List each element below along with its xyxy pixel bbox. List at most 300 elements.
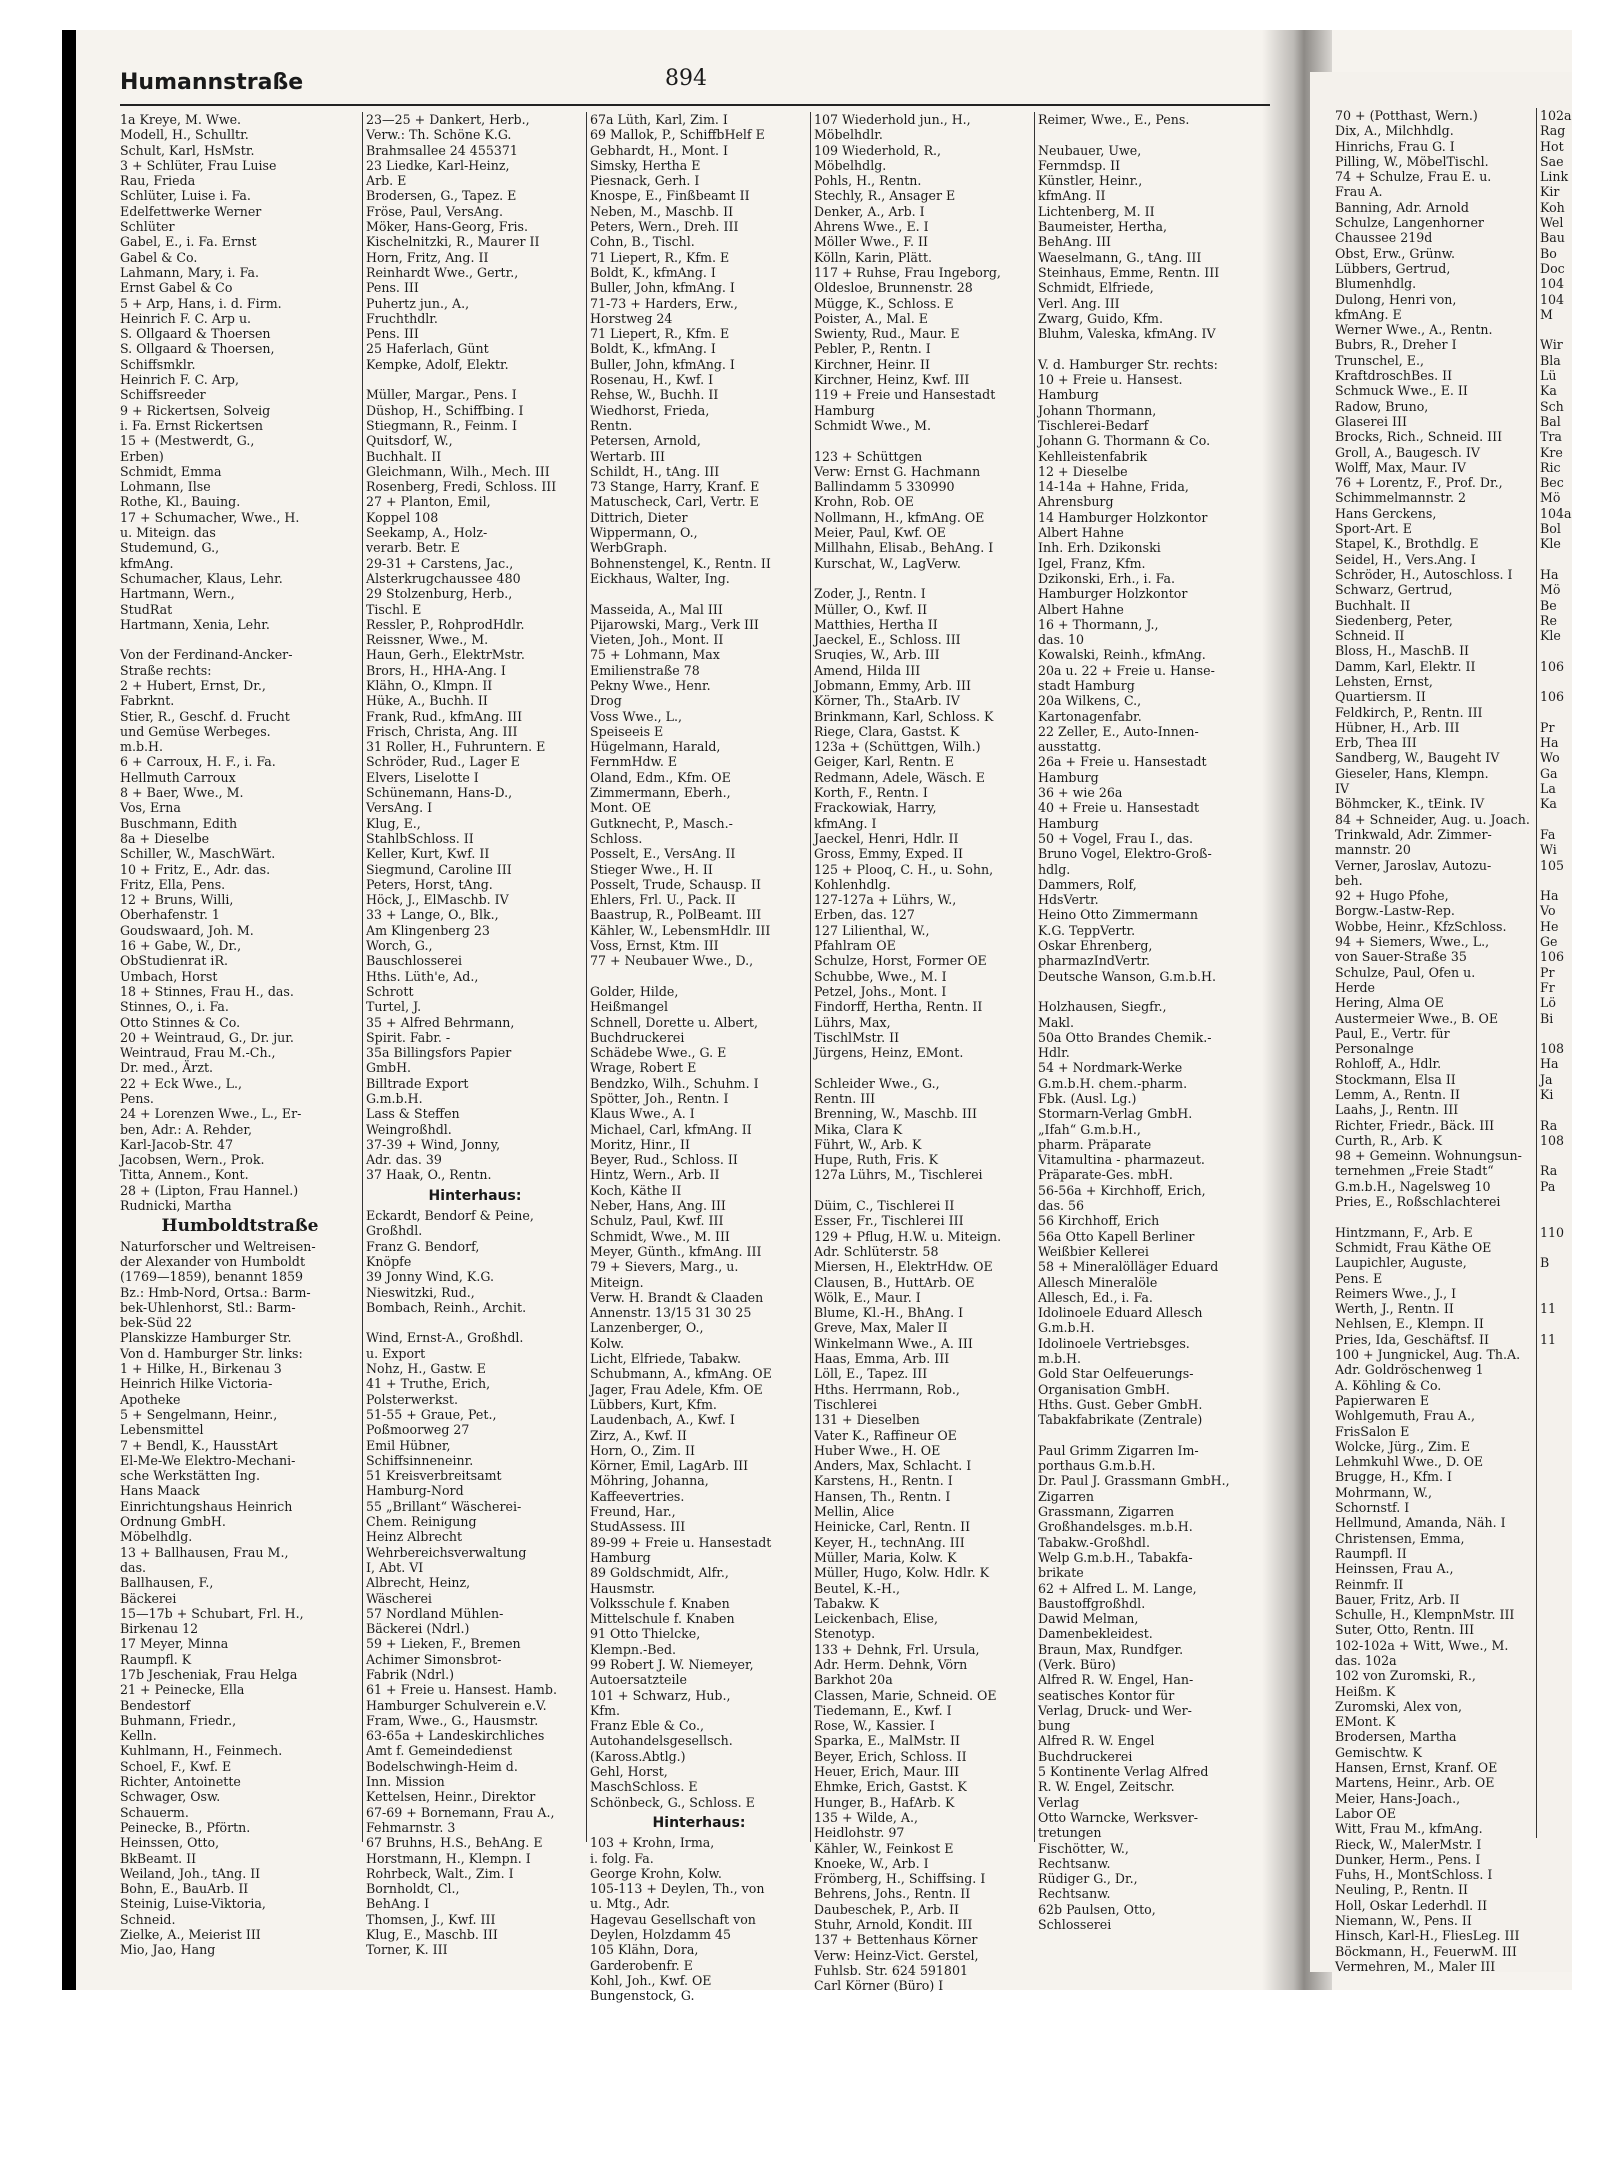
entry-line: Vater K., Raffineur OE [814,1427,957,1443]
entry-line [1038,127,1260,142]
entry-line: Umbach, Horst [120,968,218,984]
entry-line: Simsky, Hertha E [590,157,701,173]
entry-line: Hintz, Wern., Arb. II [590,1167,720,1183]
entry-line: Ric [1540,459,1561,475]
entry-line: Boldt, K., kfmAng. I [590,264,716,280]
facing-column-1-lines [1335,108,1535,1974]
entry-line: das. 102a [1335,1652,1397,1668]
entry-line: 62b Paulsen, Otto, [1038,1901,1156,1917]
entry-line: Rose, W., Kassier. I [814,1718,935,1734]
entry-line: Heinrich F. C. Arp, [120,372,239,388]
entry-line [366,372,584,387]
entry-line: 8 + Baer, Wwe., M. [120,785,244,801]
entry-line: WerbGraph. [590,540,668,556]
entry-line: Hintzmann, F., Arb. E [1335,1224,1473,1240]
entry-line: Knoeke, W., Arb. I [814,1855,929,1871]
entry-line: Stieger Wwe., H. II [590,861,713,877]
entry-line: Kohl, Joh., Kwf. OE [590,1972,712,1988]
entry-line: K.G. TeppVertr. [1038,922,1136,938]
entry-line: Seekamp, A., Holz- [366,525,488,541]
entry-line: Wölk, E., Maur. I [814,1289,921,1305]
entry-line: Moritz, Hinr., II [590,1136,690,1152]
entry-line: Neubauer, Uwe, [1038,142,1142,158]
entry-line: Pens. E [1335,1270,1383,1286]
entry-line: Zirz, A., Kwf. II [590,1427,687,1443]
entry-line: Bäckerei (Ndrl.) [366,1621,470,1637]
entry-line: StudRat [120,601,173,617]
entry-line: Makl. [1038,1014,1075,1030]
entry-line: Bungenstock, G. [590,1988,695,2004]
entry-line: Jaeckel, E., Schloss. III [814,632,961,648]
entry-line: Daubeschek, P., Arb. II [814,1901,960,1917]
entry-line: Kuhlmann, H., Feinmech. [120,1743,283,1759]
entry-line: Straße rechts: [120,662,212,678]
entry-line: 89-99 + Freie u. Hansestadt [590,1534,772,1550]
entry-line: Erb, Thea III [1335,735,1417,751]
entry-line: 51 Kreisverbreitsamt [366,1468,502,1484]
entry-line: Klug, E., [366,815,421,831]
entry-line: Gieseler, Hans, Klempn. [1335,765,1489,781]
entry-line: 63-65a + Landeskirchliches [366,1728,545,1744]
entry-line: Speiseeis E [590,723,664,739]
entry-line: Schimmelmannstr. 2 [1335,490,1467,506]
entry-line: Schiffsinneneinr. [366,1452,474,1468]
entry-line: Achimer Simonsbrot- [366,1651,502,1667]
entry-line: Heinz Albrecht [366,1529,463,1545]
entry-line: Modell, H., Schulltr. [120,127,249,143]
entry-line: Wo [1540,750,1560,766]
entry-line: 16 + Gabe, W., Dr., [120,938,242,954]
entry-line: Alsterkrugchaussee 480 [366,570,521,586]
entry-line: 133 + Dehnk, Frl. Ursula, [814,1641,980,1657]
entry-line: Hamburger Schulverein e.V. [366,1697,547,1713]
entry-line: BehAng. I [366,1896,430,1912]
entry-line: Großhandelsges. m.b.H. [1038,1519,1193,1535]
entry-line: Hamburg [1038,815,1099,831]
entry-line: Fröse, Paul, VersAng. [366,203,503,219]
entry-line: Elvers, Liselotte I [366,769,479,785]
entry-line: Fruchthdlr. [366,310,438,326]
entry-line: Sch [1540,398,1564,414]
entry-line: Dawid Melman, [1038,1611,1139,1627]
entry-line: Amt f. Gemeindedienst [366,1743,513,1759]
entry-line: Reinmfr. II [1335,1576,1404,1592]
entry-line: 131 + Dieselben [814,1412,920,1428]
entry-line: Wertarb. III [590,448,665,464]
entry-line: 102 von Zuromski, R., [1335,1668,1476,1684]
entry-line: Igel, Franz, Kfm. [1038,555,1146,571]
entry-line: Schiffsmklr. [120,356,196,372]
entry-line: Torner, K. III [366,1942,448,1958]
entry-line: 22 + Eck Wwe., L., [120,1075,243,1091]
entry-line: Petzel, Johs., Mont. I [814,983,947,999]
entry-line: Rohrbeck, Walt., Zim. I [366,1865,514,1881]
entry-line: Deylen, Holzdamm 45 [590,1927,731,1943]
entry-line: kfmAng. I [814,815,877,831]
entry-line: Chem. Reinigung [366,1514,477,1530]
entry-line: Adr. das. 39 [366,1152,442,1168]
entry-line: 91 Otto Thielcke, [590,1626,701,1642]
entry-line: Erben, das. 127 [814,907,915,923]
entry-line: Emil Hübner, [366,1437,451,1453]
entry-line: Künstler, Heinr., [1038,173,1143,189]
entry-line: Schlüter [120,219,175,235]
entry-line: Fbk. (Ausl. Lg.) [1038,1091,1137,1106]
entry-line: Bau [1540,230,1565,246]
entry-line: Birkenau 12 [120,1621,199,1637]
entry-line: bung [1038,1718,1071,1734]
entry-line: El-Me-We Elektro-Mechani- [120,1452,296,1468]
entry-line: Heinssen, Otto, [120,1835,220,1851]
entry-line: Kartonagenfabr. [1038,708,1142,724]
entry-line: Oland, Edm., Kfm. OE [590,769,731,785]
entry-line: Jaeckel, Henri, Hdlr. II [814,830,959,846]
entry-line: Stinnes, O., i. Fa. [120,999,229,1015]
entry-line: Schmidt Wwe., M. [814,417,931,433]
entry-line: Wohlgemuth, Frau A., [1335,1408,1476,1424]
entry-line: Meyer, Günth., kfmAng. III [590,1243,762,1259]
entry-line: 58 + Mineralölläger Eduard [1038,1259,1219,1275]
entry-line: 101 + Schwarz, Hub., [590,1687,731,1703]
entry-line [590,586,808,601]
entry-line: 105 [1540,857,1565,873]
entry-line: 106 [1540,949,1565,965]
entry-line: 23 Liedke, Karl-Heinz, [366,157,510,173]
entry-line: Hering, Alma OE [1335,995,1444,1011]
entry-line: hdlg. [1038,861,1071,877]
entry-line [1038,984,1260,999]
entry-line: und Gemüse Werbeges. [120,723,271,739]
entry-line: Tabakfabrikate (Zentrale) [1038,1412,1203,1428]
entry-line [1540,322,1572,337]
entry-line: Miersen, H., ElektrHdw. OE [814,1259,993,1275]
entry-line: Schulle, H., KlempnMstr. III [1335,1607,1515,1623]
entry-line: Anders, Max, Schlacht. I [814,1458,972,1474]
entry-line: 1a Kreye, M. Wwe. [120,112,242,127]
entry-line: Matthies, Hertha II [814,616,938,632]
entry-line: 9 + Rickertsen, Solveig [120,402,271,418]
entry-line: Billtrade Export [366,1075,469,1091]
entry-line: Heinrich Hilke Victoria- [120,1376,273,1392]
facing-column-2-lines [1540,108,1572,1347]
entry-line: Peters, Wern., Dreh. III [590,219,739,235]
entry-line: Vitamultina - pharmazeut. [1038,1152,1205,1168]
entry-line: 92 + Hugo Pfohe, [1335,888,1449,904]
entry-line: Classen, Marie, Schneid. OE [814,1687,997,1703]
entry-line: 105-113 + Deylen, Th., von [590,1881,765,1897]
entry-line: Fabrik (Ndrl.) [366,1666,455,1682]
entry-line: Ordnung GmbH. [120,1514,226,1530]
entry-line: 73 Stange, Harry, Kranf. E [590,479,760,495]
entry-line: Mügge, K., Schloss. E [814,295,954,311]
entry-line: Beutel, K.-H., [814,1580,901,1596]
column-rule [586,112,587,1842]
entry-line: 77 + Neubauer Wwe., D., [590,953,754,969]
entry-line [1038,341,1260,356]
entry-line: 106 [1540,658,1565,674]
entry-line: Rehse, W., Buchh. II [590,387,719,403]
directory-column-1 [120,112,360,1987]
entry-line: Esser, Fr., Tischlerei III [814,1213,964,1229]
entry-line: Turtel, J. [366,999,422,1015]
entry-line: kfmAng. II [1038,188,1106,204]
header-rule [120,104,1270,106]
entry-line: Bäckerei [120,1590,177,1606]
entry-line: Johann Thormann, [1038,402,1157,418]
entry-line: 36 + wie 26a [1038,785,1123,801]
entry-line: 104a [1540,505,1572,521]
entry-line: Fram, Wwe., G., Hausmstr. [366,1712,539,1728]
column-rule [362,112,363,1842]
entry-line: Poister, A., Mal. E [814,310,928,326]
entry-line: Fabrknt. [120,693,175,709]
entry-line: EMont. K [1335,1714,1396,1730]
entry-line: Hamburg [590,1549,651,1565]
entry-line: Schildt, H., tAng. III [590,463,720,479]
entry-line: 100 + Jungnickel, Aug. Th.A. [1335,1347,1521,1363]
entry-line: Frank, Rud., kfmAng. III [366,708,523,724]
entry-line: Werner Wwe., A., Rentn. [1335,322,1493,338]
entry-line: brikate [1038,1565,1084,1581]
entry-line: 20a u. 22 + Freie u. Hanse- [1038,662,1215,678]
entry-line: 56-56a + Kirchhoff, Erich, [1038,1182,1206,1198]
page-number: 894 [665,66,707,91]
entry-line: Neben, M., Maschb. II [590,203,734,219]
entry-line: Steinhaus, Emme, Rentn. III [1038,264,1220,280]
entry-line: Bz.: Hmb-Nord, Ortsa.: Barm- [120,1284,311,1300]
entry-line: Bendzko, Wilh., Schuhm. I [590,1075,759,1091]
entry-line: 15—17b + Schubart, Frl. H., [120,1605,304,1621]
entry-line: 125 + Plooq, C. H., u. Sohn, [814,861,994,877]
entry-line: Hansen, Ernst, Kranf. OE [1335,1760,1498,1776]
entry-line: Ka [1540,383,1557,399]
column-2-lines-2 [366,1208,584,1958]
entry-line: Hths. Herrmann, Rob., [814,1381,960,1397]
entry-line: Amend, Hilda III [814,662,921,678]
entry-line: Kaffeevertries. [590,1488,685,1504]
entry-line: Buchdruckerei [590,1029,685,1045]
entry-line: Ha [1540,888,1559,904]
entry-line: Meier, Hans-Joach., [1335,1790,1461,1806]
entry-line: Naturforscher und Weltreisen- [120,1238,316,1254]
entry-line: pharmazIndVertr. [1038,953,1151,969]
entry-line: Richter, Friedr., Bäck. III [1335,1117,1495,1133]
entry-line: 110 [1540,1224,1565,1240]
entry-line [1540,1194,1572,1209]
entry-line: Albrecht, Heinz, [366,1575,471,1591]
entry-line: Rosenau, H., Kwf. I [590,372,714,388]
entry-line: Frisch, Christa, Ang. III [366,723,518,739]
entry-line: 40 + Freie u. Hansestadt [1038,800,1200,816]
entry-line: 31 Roller, H., Fuhruntern. E [366,739,546,755]
entry-line: Böhmcker, K., tEink. IV [1335,796,1485,812]
entry-line: Link [1540,169,1569,185]
entry-line: Dulong, Henri von, [1335,291,1457,307]
entry-line: Ehmke, Erich, Gastst. K [814,1779,967,1795]
entry-line: Hinrichs, Frau G. I [1335,138,1455,154]
entry-line: „Ifah“ G.m.b.H., [1038,1121,1141,1137]
entry-line: Schubmann, A., kfmAng. OE [590,1366,772,1382]
entry-line: der Alexander von Humboldt [120,1253,306,1269]
entry-line: 12 + Bruns, Willi, [120,892,234,908]
entry-line: Raumpfl. K [120,1651,192,1667]
entry-line: Verner, Jaroslav, Autozu- [1335,857,1492,873]
entry-line: Kelln. [120,1728,157,1744]
entry-line: Kurschat, W., LagVerw. [814,555,961,571]
entry-line: Rosenberg, Fredi, Schloss. III [366,479,557,495]
entry-line: Frau A. [1335,184,1383,200]
entry-line: Puhertz jun., A., [366,295,470,311]
entry-line: 70 + (Potthast, Wern.) [1335,108,1478,123]
entry-line: porthaus G.m.b.H. [1038,1458,1156,1474]
entry-line: Möller Wwe., F. II [814,234,928,250]
entry-line: Weiland, Joh., tAng. II [120,1865,261,1881]
entry-line: Neber, Hans, Ang. III [590,1198,726,1214]
entry-line: 74 + Schulze, Frau E. u. [1335,169,1492,185]
entry-line: Horstweg 24 [590,310,673,326]
entry-line: Be [1540,597,1557,613]
entry-line: Schmidt, Frau Käthe OE [1335,1239,1492,1255]
entry-line: das. 10 [1038,632,1085,648]
entry-line: 135 + Wilde, A., [814,1809,918,1825]
entry-line: Lübbers, Kurt, Kfm. [590,1396,717,1412]
entry-line: Lichtenberg, M. II [1038,203,1155,219]
entry-line: Hamburger Holzkontor [1038,586,1188,602]
entry-line: S. Ollgaard & Thoersen [120,326,271,342]
entry-line: Verlag, Druck- und Wer- [1038,1702,1192,1718]
entry-line [1038,1428,1260,1443]
entry-line: Heino Otto Zimmermann [1038,907,1198,923]
entry-line: Voss Wwe., L., [590,708,683,724]
entry-line: Mio, Jao, Hang [120,1942,216,1958]
entry-line: Geiger, Karl, Rentn. E [814,754,955,770]
entry-line: Hagevau Gesellschaft von [590,1911,756,1927]
entry-line: 127a Lührs, M., Tischlerei [814,1167,983,1183]
entry-line: Bodelschwingh-Heim d. [366,1758,518,1774]
entry-line: Hausmstr. [590,1580,656,1596]
entry-line: Brinkmann, Karl, Schloss. K [814,708,994,724]
entry-line: Schnell, Dorette u. Albert, [590,1014,758,1030]
entry-line: Bla [1540,352,1561,368]
entry-line: Blume, Kl.-H., BhAng. I [814,1305,964,1321]
entry-line: 6 + Carroux, H. F., i. Fa. [120,754,276,770]
entry-line: Siedenberg, Peter, [1335,612,1453,628]
entry-line: Redmann, Adele, Wäsch. E [814,769,985,785]
entry-line: Spirit. Fabr. - [366,1029,451,1045]
entry-line: Denker, A., Arb. I [814,203,925,219]
entry-line: Vermehren, M., Maler III [1335,1958,1496,1974]
entry-line: 67-69 + Bornemann, Frau A., [366,1804,555,1820]
entry-line: Stuhr, Arnold, Kondit. III [814,1917,973,1933]
entry-line: Zoder, J., Rentn. I [814,586,926,602]
entry-line: Kehlleistenfabrik [1038,448,1148,464]
entry-line: Knospe, E., Finßbeamt II [590,188,750,204]
entry-line: Hans Maack [120,1483,200,1499]
entry-line: 33 + Lange, O., Blk., [366,907,499,923]
directory-column-2 [366,112,584,1987]
entry-line: Müller, Hugo, Kolw. Hdlr. K [814,1565,989,1581]
entry-line: Vos, Erna [120,800,181,816]
entry-line: Weingroßhdl. [366,1121,452,1137]
entry-line: Mohrmann, W., [1335,1484,1433,1500]
entry-line: Autohandelsgesellsch. [590,1733,733,1749]
entry-line: Lohmann, Ilse [120,479,211,495]
entry-line: 137 + Bettenhaus Körner [814,1932,978,1948]
entry-line: 55 „Brillant“ Wäscherei- [366,1498,522,1514]
entry-line: Müller, Margar., Pens. I [366,387,517,403]
entry-line: 35 + Alfred Behrmann, [366,1014,515,1030]
entry-line: Fuhlsb. Str. 624 591801 [814,1962,968,1978]
entry-line: 17 + Schumacher, Wwe., H. [120,509,300,525]
entry-line: Mont. OE [590,800,652,816]
entry-line: Fr [1540,979,1555,995]
entry-line: Lehmkuhl Wwe., D. OE [1335,1454,1484,1470]
entry-line: Nieswitzki, Rud., [366,1284,475,1300]
entry-line: 51-55 + Graue, Pet., [366,1406,497,1422]
entry-line: Worch, G., [366,938,433,954]
entry-line: MaschSchloss. E [590,1779,698,1795]
entry-line: 1 + Hilke, H., Birkenau 3 [120,1361,282,1377]
entry-line: Von d. Hamburger Str. links: [120,1345,303,1361]
entry-line: Zuromski, Alex von, [1335,1698,1463,1714]
entry-line: Hartmann, Xenia, Lehr. [120,616,270,632]
entry-line: i. Fa. Ernst Rickertsen [120,417,264,433]
entry-line: Stiegmann, R., Feinm. I [366,417,517,433]
entry-line: Neuling, P., Rentn. II [1335,1882,1468,1898]
entry-line [814,571,1032,586]
entry-line: Schiller, W., MaschWärt. [120,846,276,862]
entry-line: Löll, E., Tapez. III [814,1366,928,1382]
entry-line: Reinhardt Wwe., Gertr., [366,264,519,280]
entry-line: Petersen, Arnold, [590,433,701,449]
entry-line: Zimmermann, Eberh., [590,785,731,801]
entry-line: Freund, Har., [590,1504,676,1520]
entry-line: Dammers, Rolf, [1038,876,1137,892]
entry-line [1540,812,1572,827]
entry-line: Brodersen, G., Tapez. E [366,188,517,204]
entry-line: Heißmangel [590,999,668,1015]
facing-column-1 [1335,108,1535,1987]
entry-line: Beyer, Erich, Schloss. II [814,1748,967,1764]
entry-line: Voss, Ernst, Ktm. III [590,938,719,954]
entry-line: Böckmann, H., FeuerwM. III [1335,1943,1517,1959]
entry-line: Adr. Herm. Dehnk, Vörn [814,1656,968,1672]
entry-line: Schröder, Rud., Lager E [366,754,520,770]
entry-line: Dr. Paul J. Grassmann GmbH., [1038,1473,1230,1489]
entry-line: 13 + Ballhausen, Frau M., [120,1544,289,1560]
entry-line: Präparate-Ges. mbH. [1038,1167,1173,1183]
entry-line: Brodersen, Martha [1335,1729,1457,1745]
entry-line: Haas, Emma, Arb. III [814,1351,950,1367]
entry-line: Einrichtungshaus Heinrich [120,1498,293,1514]
entry-line: Weintraud, Frau M.-Ch., [120,1045,276,1061]
entry-line: Hübner, H., Arb. III [1335,719,1460,735]
entry-line [590,969,808,984]
entry-line: sche Werkstätten Ing. [120,1468,260,1484]
entry-line: i. folg. Fa. [590,1850,654,1866]
entry-line: V. d. Hamburger Str. rechts: [1038,356,1218,372]
entry-line: Knöpfe [366,1253,412,1269]
entry-line: Schmidt, Emma [120,463,222,479]
entry-line: 84 + Schneider, Aug. u. Joach. [1335,811,1530,827]
entry-line: Hupe, Ruth, Fris. K [814,1152,939,1168]
entry-line: Paul Grimm Zigarren Im- [1038,1442,1199,1458]
entry-line: Buller, John, kfmAng. I [590,356,735,372]
entry-line: Klähn, O., Klmpn. II [366,677,493,693]
entry-line: 76 + Lorentz, F., Prof. Dr., [1335,475,1503,491]
entry-line: Mittelschule f. Knaben [590,1611,735,1627]
entry-line: George Krohn, Kolw. [590,1865,722,1881]
